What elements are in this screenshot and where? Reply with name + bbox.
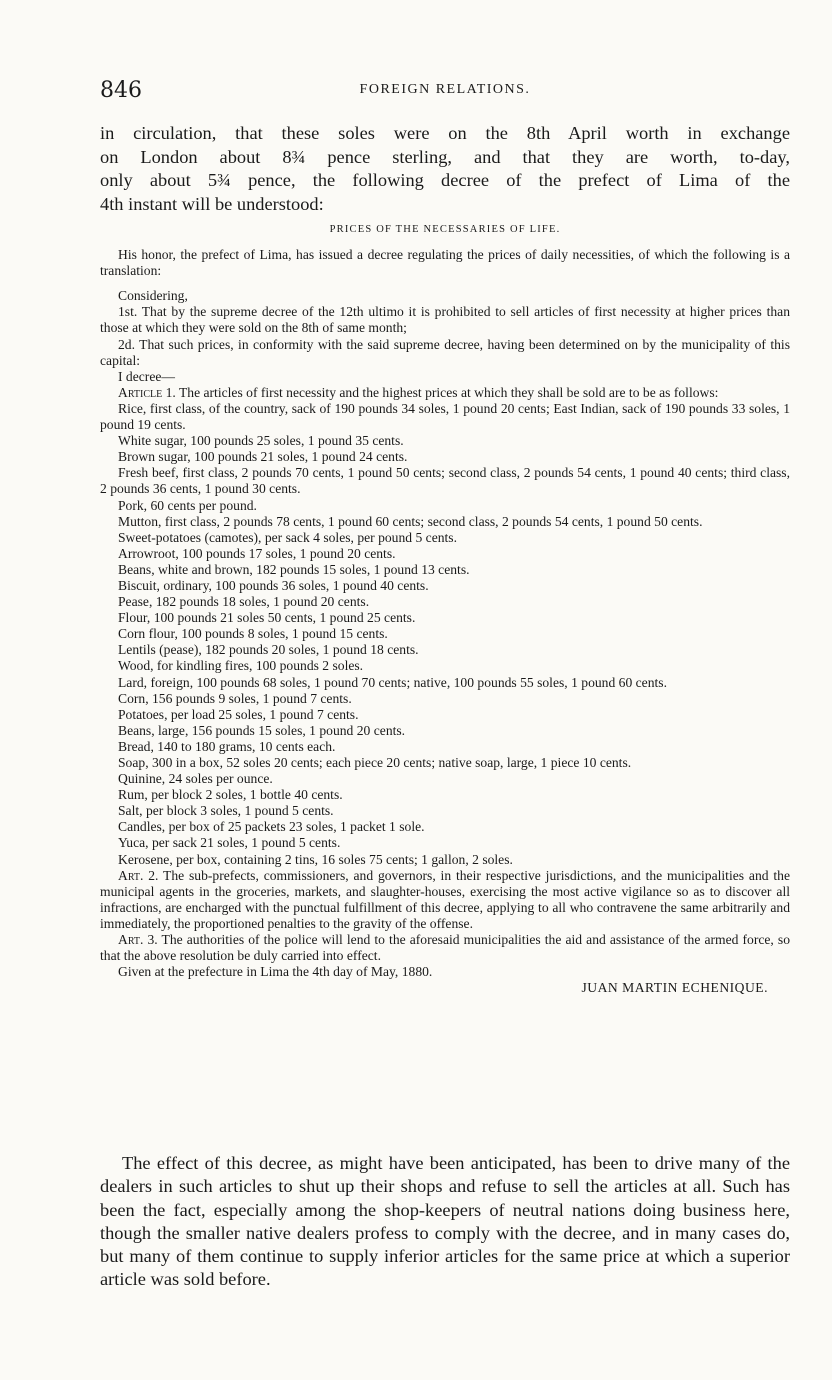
price-item: Corn flour, 100 pounds 8 soles, 1 pound 15 cents. [118,626,388,642]
price-item: Candles, per box of 25 packets 23 soles, 1 packet 1 sole. [118,819,425,835]
closing-text: The effect of this decree, as might have been anticipated, has been to drive many of the dealers in such articles to shut up their shops and refuse to sell the articles at all. Such has been the fact, especially among the shop-keepers of neutral nations doing business here, though the smaller native dealers profess to comply with the decree, and in many cases do, but many of them continue to supply inferior articles for the same price at which a superior article was sold before. [100,1153,790,1290]
price-item: Bread, 140 to 180 grams, 10 cents each. [118,738,336,754]
intro-paragraph [100,122,790,216]
intro-line: 4th instant will be understood: [100,193,324,214]
price-item: White sugar, 100 pounds 25 soles, 1 pound 35 cents. [118,433,404,449]
page-header [100,78,790,106]
price-item: Biscuit, ordinary, 100 pounds 36 soles, 1 pound 40 cents. [118,577,429,593]
decree-given: Given at the prefecture in Lima the 4th day of May, 1880. [118,964,433,980]
price-item: Arrowroot, 100 pounds 17 soles, 1 pound 20 cents. [118,545,396,561]
price-item: Rice, first class, of the country, sack of 190 pounds 34 soles, 1 pound 20 cents; East Indian, sack of 190 pounds 33 soles, 1 pound 19 cents. [100,400,790,433]
decree-clause-second: 2d. That such prices, in conformity with the said supreme decree, having been determined on by the municipality of this capital: [100,336,790,368]
decree-heading: PRICES OF THE NECESSARIES OF LIFE. [329,224,561,235]
article-text: 2. The sub-prefects, commissioners, and governors, in their respective jurisdictions, and the municipalities and the municipal agents in the groceries, markets, and slaughter-houses, exercising the most active vigilance so as to discover all infractions, are encharged with the punctual fulfillment of this decree, applying to all who contravene the same arbitrarily and immediately, the proportioned penalties to the gravity of the offense. [100,867,790,931]
price-item: Potatoes, per load 25 soles, 1 pound 7 cents. [118,706,359,722]
decree-clause-first: 1st. That by the supreme decree of the 12th ultimo it is prohibited to sell articles of first necessity at higher prices than those at which they were sold on the 8th of same month; [100,304,790,336]
decree-signature: JUAN MARTIN ECHENIQUE. [581,980,768,996]
price-item: Corn, 156 pounds 9 soles, 1 pound 7 cents. [118,690,352,706]
price-item: Lard, foreign, 100 pounds 68 soles, 1 pound 70 cents; native, 100 pounds 55 soles, 1 pound 60 cents. [118,674,667,690]
price-item: Quinine, 24 soles per ounce. [118,771,273,787]
closing-paragraph [100,1152,790,1292]
price-item: Sweet-potatoes (camotes), per sack 4 soles, per pound 5 cents. [118,529,457,545]
article-text: 1. The articles of first necessity and the highest prices at which they shall be sold are to be as follows: [162,384,719,400]
intro-line: on London about 8¾ pence sterling, and that they are worth, to-day, [100,146,790,167]
article-label: Article [118,384,163,400]
price-item: Beans, large, 156 pounds 15 soles, 1 pound 20 cents. [118,722,406,738]
decree-i-decree: I decree— [118,368,175,384]
price-item: Beans, white and brown, 182 pounds 15 soles, 1 pound 13 cents. [118,561,470,577]
price-item: Brown sugar, 100 pounds 21 soles, 1 pound 24 cents. [118,449,408,465]
article-label: Art. [118,932,144,948]
price-item: Pease, 182 pounds 18 soles, 1 pound 20 cents. [118,594,370,610]
page-number: 846 [100,78,142,103]
intro-line: only about 5¾ pence, the following decree of the prefect of Lima of the [100,170,790,190]
price-list [100,401,790,868]
article-label: Art. [118,867,144,883]
decree-considering: Considering, [118,288,188,304]
article-text: 3. The authorities of the police will lend to the aforesaid municipalities the aid and assistance of the armed force, so that the above resolution be duly carried into effect. [100,932,790,964]
decree-intro: His honor, the prefect of Lima, has issued a decree regulating the prices of daily necessities, of which the following is a translation: [100,247,790,279]
price-item: Flour, 100 pounds 21 soles 50 cents, 1 pound 25 cents. [118,610,416,626]
decree-block [100,222,790,996]
running-head: FOREIGN RELATIONS. [359,82,531,97]
decree-article-2 [100,868,790,932]
price-item: Rum, per block 2 soles, 1 bottle 40 cents. [118,787,343,803]
price-item: Pork, 60 cents per pound. [118,497,257,513]
intro-line: in circulation, that these soles were on the 8th April worth in exchange [100,123,790,143]
price-item: Kerosene, per box, containing 2 tins, 16 soles 75 cents; 1 gallon, 2 soles. [118,851,513,867]
price-item: Mutton, first class, 2 pounds 78 cents, 1 pound 60 cents; second class, 2 pounds 54 cents, 1 pound 50 cents. [118,513,703,529]
price-item: Soap, 300 in a box, 52 soles 20 cents; each piece 20 cents; native soap, large, 1 piece 10 cents. [118,755,632,770]
price-item: Wood, for kindling fires, 100 pounds 2 soles. [118,658,364,674]
price-item: Yuca, per sack 21 soles, 1 pound 5 cents. [118,835,341,851]
price-item: Salt, per block 3 soles, 1 pound 5 cents. [118,803,334,819]
decree-article-1 [100,385,790,401]
price-item: Fresh beef, first class, 2 pounds 70 cents, 1 pound 50 cents; second class, 2 pounds 54 cents, 1 pound 40 cents; third class, 2 pounds 36 cents, 1 pound 30 cents. [100,465,790,497]
price-item: Lentils (pease), 182 pounds 20 soles, 1 pound 18 cents. [118,642,419,658]
decree-article-3 [100,932,790,964]
